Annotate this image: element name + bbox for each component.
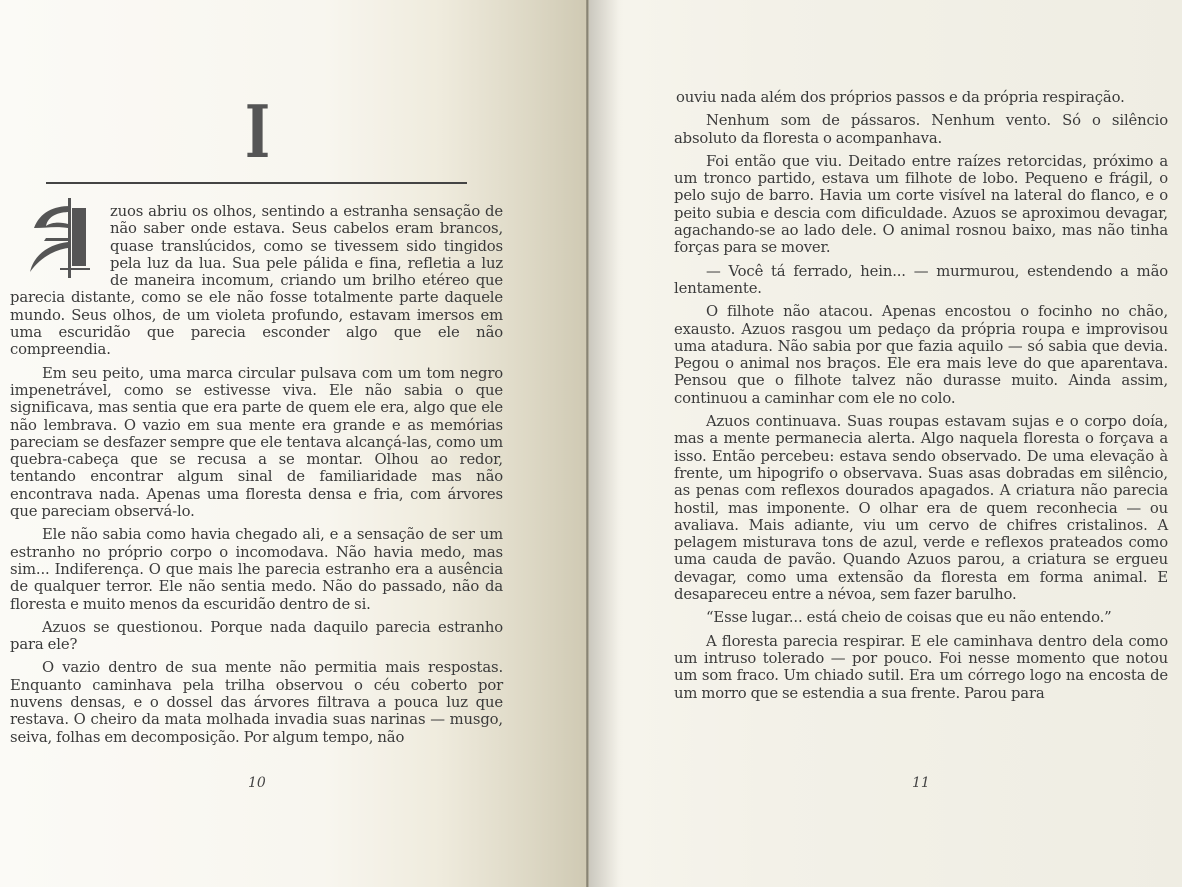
left-page-body <box>10 203 503 752</box>
chapter-number: I <box>244 89 271 174</box>
paragraph: O vazio dentro de sua mente não permitia mais respostas. Enquanto caminhava pela trilha observou o céu coberto por nuvens densas, e o dossel das árvores filtrava a pouca luz que restava. O cheiro da mata molhada invadia suas narinas — musgo, seiva, folhas em decomposição. Por algum tempo, não <box>10 659 503 746</box>
paragraph: Ele não sabia como havia chegado ali, e a sensação de ser um estranho no próprio corpo o incomodava. Não havia medo, mas sim... Indiferença. O que mais lhe parecia estranho era a ausência de qualquer terror. Ele não sentia medo. Não do passado, não da floresta e muito menos da escuridão dentro de si. <box>10 526 503 613</box>
paragraph: O filhote não atacou. Apenas encostou o focinho no chão, exausto. Azuos rasgou um pedaço da própria roupa e improvisou uma atadura. Não sabia por que fazia aquilo — só sabia que devia. Pegou o animal nos braços. Ele era mais leve do que aparentava. Pensou que o filhote talvez não durasse muito. Ainda assim, continuou a caminhar com ele no colo. <box>674 303 1168 407</box>
paragraph: Nenhum som de pássaros. Nenhum vento. Só o silêncio absoluto da floresta o acompanhava. <box>674 112 1168 147</box>
page-number-right: 11 <box>912 775 930 791</box>
paragraph: Foi então que viu. Deitado entre raízes retorcidas, próximo a um tronco partido, estava um filhote de lobo. Pequeno e frágil, o pelo sujo de barro. Havia um corte visível na lateral do flanco, e o peito subia e descia com dificuldade. Azuos se aproximou devagar, agachando-se ao lado dele. O animal rosnou baixo, mas não tinha forças para se mover. <box>674 152 1168 257</box>
left-page <box>0 0 588 887</box>
dropcap-ornament-icon <box>24 198 102 276</box>
right-page-body <box>674 89 1168 708</box>
paragraph: Em seu peito, uma marca circular pulsava com um tom negro impenetrável, como se estivesse viva. Ele não sabia o que significava, mas sentia que era parte de quem ele era, algo que ele não lembrava. O vazio em sua mente era grande e as memórias pareciam se desfazer sempre que ele tentava alcançá-las, como um quebra-cabeça que se recusa a se montar. Olhou ao redor, tentando encontrar algum sinal de familiaridade mas não encontrava nada. Apenas uma floresta densa e fria, com árvores que pareciam observá-lo. <box>10 364 503 521</box>
paragraph: Azuos se questionou. Porque nada daquilo parecia estranho para ele? <box>10 618 503 654</box>
page-number-left: 10 <box>248 775 266 791</box>
paragraph: “Esse lugar... está cheio de coisas que eu não entendo.” <box>706 609 1112 627</box>
paragraph: zuos abriu os olhos, sentindo a estranha sensação de não saber onde estava. Seus cabelos eram brancos, quase translúcidos, como se tivessem sido tingidos pela luz da lua. Sua pele pálida e fina, refletia a luz de maneira incomum, criando um brilho etéreo que parecia distante, como se ele não fosse totalmente parte daquele mundo. Seus olhos, de um violeta profundo, estavam imersos em uma escuridão que parecia esconder algo que ele não compreendia. <box>10 203 503 359</box>
paragraph: ouviu nada além dos próprios passos e da própria respiração. <box>676 89 1125 106</box>
paragraph: A floresta parecia respirar. E ele caminhava dentro dela como um intruso tolerado — por pouco. Foi nesse momento que notou um som fraco. Um chiado sutil. Era um córrego logo na encosta de um morro que se estendia a sua frente. Parou para <box>674 632 1168 702</box>
paragraph: Azuos continuava. Suas roupas estavam sujas e o corpo doía, mas a mente permanecia alerta. Algo naquela floresta o forçava a isso. Então percebeu: estava sendo observado. De uma elevação à frente, um hipogrifo o observava. Suas asas dobradas em silêncio, as penas com reflexos dourados apagados. A criatura não parecia hostil, mas imponente. O olhar era de quem reconhecia — ou avaliava. Mais adiante, viu um cervo de chifres cristalinos. A pelagem misturava tons de azul, verde e reflexos prateados como uma cauda de pavão. Quando Azuos parou, a criatura se ergueu devagar, como uma extensão da floresta em forma animal. E desapareceu entre a névoa, sem fazer barulho. <box>674 413 1168 604</box>
spine-shadow <box>589 0 619 887</box>
chapter-divider <box>46 182 467 184</box>
paragraph: — Você tá ferrado, hein... — murmurou, estendendo a mão lentamente. <box>674 262 1168 297</box>
